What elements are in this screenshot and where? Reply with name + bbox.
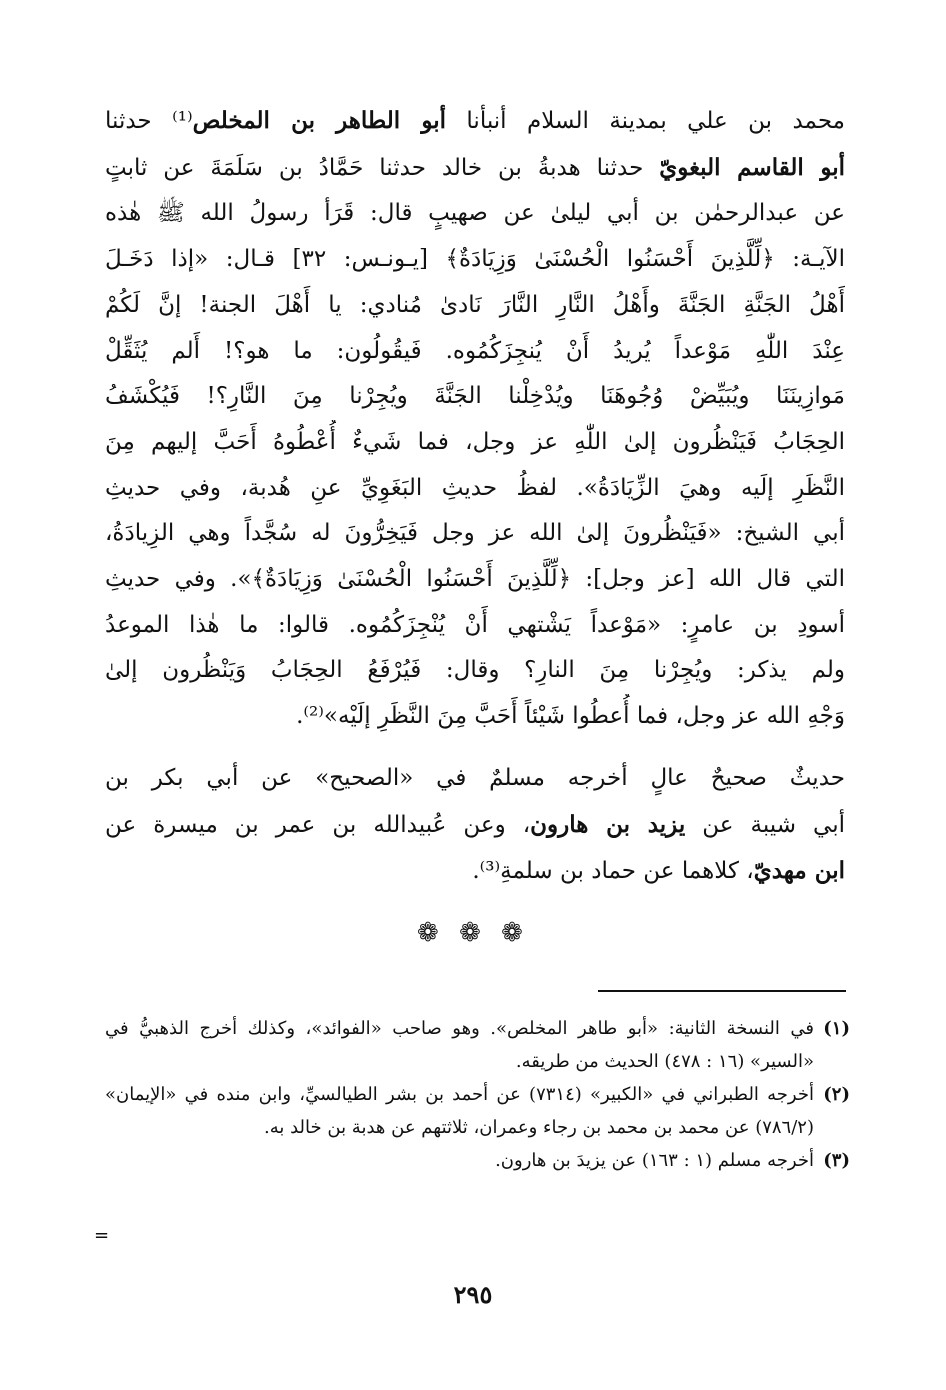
text-line — [105, 603, 845, 649]
text-run: الحِجَابُ فَيَنْظُرون إلىٰ اللّٰهِ عز وجل، فما شَيءٌ أُعْطُوهُ أَحَبَّ إليهم مِنَ — [105, 428, 845, 455]
text-line — [105, 756, 845, 802]
text-run: الآيـة: ﴿لِّلَّذِينَ أَحْسَنُوا الْحُسْنَىٰ وَزِيَادَةٌ﴾ [يـونـس: ٣٢] قـال: «إذا دَخَـلَ — [105, 246, 845, 273]
commentary-paragraph — [105, 756, 845, 895]
bold-name: ابن مهديّ — [753, 857, 845, 885]
text-line — [105, 191, 845, 237]
continuation-mark: = — [94, 1225, 110, 1246]
text-run: ⁽¹⁾ حدثنا — [105, 108, 193, 134]
text-run: محمد بن علي بمدينة السلام أنبأنا — [446, 108, 845, 134]
text-run: النَّظَرِ إلَيه وهيَ الزِّيَادَةُ». لفظُ حديثِ البَغَوِيِّ عنِ هُدبة، وفي حديثِ — [105, 474, 845, 501]
text-line — [105, 848, 845, 895]
text-line — [105, 98, 845, 145]
text-line — [105, 329, 845, 375]
text-run: أبي الشيخ: «فَيَنْظُرونَ إلىٰ الله عز وجل فَيَخِرُّونَ له سُجَّداً وهي الزِيادَةُ، — [105, 520, 845, 547]
text-run: حدثنا هدبةُ بن خالد حدثنا حَمَّادُ بن سَلَمَةَ عن ثابتٍ — [105, 154, 660, 181]
section-ornament: ❁ ❁ ❁ — [417, 918, 529, 948]
bold-name: أبو الطاهر بن المخلص — [192, 107, 446, 134]
text-line — [105, 511, 845, 557]
text-line — [105, 237, 845, 283]
text-line — [105, 420, 845, 466]
text-run: أبي شيبة عن — [685, 811, 845, 838]
text-line — [105, 694, 845, 740]
text-run: ، كلاهما عن حماد بن سلمةِ⁽³⁾. — [472, 858, 754, 885]
text-run: التي قال الله [عز وجل]: ﴿لِّلَّذِينَ أَحْسَنُوا الْحُسْنَىٰ وَزِيَادَةٌ﴾». وفي حديثِ — [105, 566, 845, 593]
footnote-separator — [598, 990, 846, 992]
footnote — [105, 1012, 850, 1078]
text-line — [105, 466, 845, 512]
text-line — [105, 557, 845, 603]
footnote — [105, 1078, 850, 1144]
text-line — [105, 145, 845, 192]
footnote — [105, 1144, 850, 1177]
page-number: ٢٩٥ — [453, 1280, 493, 1309]
text-run: وَجْهِ الله عز وجل، فما أُعطُوا شَيْئاً أَحَبَّ مِنَ النَّظَرِ إلَيْه»⁽²⁾. — [296, 703, 845, 730]
text-run: ، وعن عُبيدالله بن عمر بن ميسرة عن — [105, 811, 531, 838]
footnote-number: (٢) — [823, 1084, 850, 1105]
text-line — [105, 802, 845, 849]
footnote-text: أخرجه مسلم (١ : ١٦٣) عن يزيدَ بن هارون. — [495, 1150, 814, 1171]
text-line — [105, 283, 845, 329]
footnotes — [105, 1012, 850, 1177]
text-run: أسودِ بن عامرٍ: «مَوْعداً يَشْتهي أَنْ يُنْجِزَكُمُوه. قالوا: ما هٰذا الموعدُ — [105, 611, 845, 638]
text-run: حديثٌ صحيحٌ عالٍ أخرجه مسلمٌ في «الصحيح» عن أبي بكر بن — [105, 765, 845, 791]
text-run: أَهْلُ الجَنَّةِ الجَنَّةَ وأَهْلُ النَّارِ النَّارَ نَادىٰ مُنادي: يا أَهْلَ الجنة! إنَّ لَكُمْ — [105, 291, 845, 318]
footnote-text: في النسخة الثانية: «أبو طاهر المخلص». وهو صاحب «الفوائد»، وكذلك أخرج الذهبيُّ في «السير» (١٦ : ٤٧٨) الحديث من طريقه. — [105, 1018, 814, 1072]
main-paragraph — [105, 98, 845, 740]
text-line — [105, 374, 845, 420]
text-run: عن عبدالرحمٰن بن أبي ليلىٰ عن صهيبٍ قال: قَرَأ رسولُ الله ﷺ هٰذه — [105, 200, 845, 227]
bold-name: أبو القاسم البغويّ — [659, 153, 845, 181]
footnote-number: (٣) — [823, 1150, 850, 1171]
text-run: ولم يذكر: ويُجِرْنا مِنَ النارِ؟ وقال: فَيُرْفَعُ الحِجَابُ وَيَنْظُرون إلىٰ — [105, 657, 845, 684]
text-line — [105, 648, 845, 694]
text-run: عِنْدَ اللّٰهِ مَوْعداً يُريدُ أَنْ يُنجِزَكُمُوه. فَيقُولُون: ما هو؟! أَلم يُثَقِّلْ — [105, 337, 845, 364]
bold-name: يزيد بن هارون — [530, 810, 686, 838]
footnote-text: أخرجه الطبراني في «الكبير» (٧٣١٤) عن أحمد بن بشر الطيالسيِّ، وابن منده في «الإيمان» (٧٨٦/٢) عن محمد بن محمد بن رجاء وعمران، ثلاثتهم عن هدبة بن خالد به. — [105, 1084, 814, 1138]
text-run: مَوازِينَنَا ويُبَيِّضْ وُجُوهَنَا ويُدْخِلْنا الجَنَّةَ ويُجِرْنا مِنَ النَّارِ؟! فَيُكْشَفُ — [105, 383, 845, 410]
footnote-number: (١) — [823, 1018, 850, 1039]
